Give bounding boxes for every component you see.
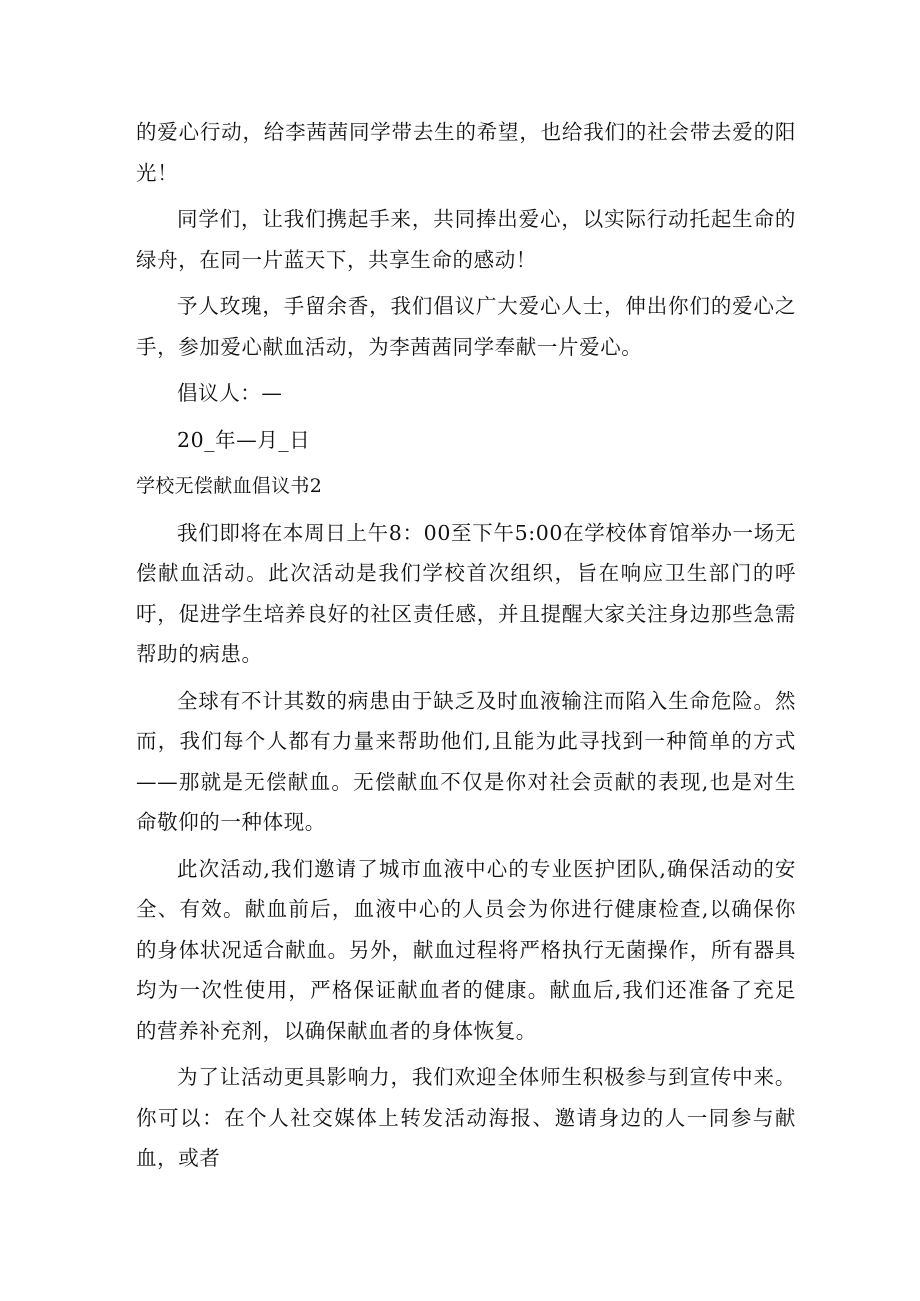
paragraph-promotion: 为了让活动更具影响力，我们欢迎全体师生积极参与到宣传中来。你可以：在个人社交媒体上转发活动海报、邀请身边的人一同参与献血，或者 bbox=[136, 1065, 796, 1170]
paragraph-continuation: 的爱心行动，给李茜茜同学带去生的希望，也给我们的社会带去爱的阳光！ bbox=[136, 120, 796, 185]
date-line: 20_年—月_日 bbox=[177, 427, 311, 452]
paragraph-safety-measures: 此次活动,我们邀请了城市血液中心的专业医护团队,确保活动的安全、有效。献血前后，血液中心的人员会为你进行健康检查,以确保你的身体状况适合献血。另外，献血过程将严格执行无菌操作，所有器具均为一次性使用，严格保证献血者的健康。献血后,我们还准备了充足的营养补充剂，以确保献血者的身体恢复。 bbox=[136, 856, 796, 1043]
paragraph-global-need: 全球有不计其数的病患由于缺乏及时血液输注而陷入生命危险。然而，我们每个人都有力量来帮助他们,且能为此寻找到一种简单的方式——那就是无偿献血。无偿献血不仅是你对社会贡献的表现,也是对生命敬仰的一种体现。 bbox=[136, 688, 796, 834]
section-title: 学校无偿献血倡议书2 bbox=[136, 475, 323, 497]
signature-line: 倡议人：— bbox=[177, 381, 283, 405]
document-page bbox=[136, 112, 796, 1179]
paragraph-call-to-action: 同学们，让我们携起手来，共同捧出爱心，以实际行动托起生命的绿舟，在同一片蓝天下，共享生命的感动！ bbox=[136, 207, 796, 272]
paragraph-appeal: 予人玫瑰，手留余香，我们倡议广大爱心人士，伸出你们的爱心之手，参加爱心献血活动，为李茜茜同学奉献一片爱心。 bbox=[136, 294, 796, 359]
paragraph-event-announcement: 我们即将在本周日上午8：00至下午5:00在学校体育馆举办一场无偿献血活动。此次活动是我们学校首次组织，旨在响应卫生部门的呼吁，促进学生培养良好的社区责任感，并且提醒大家关注身边那些急需帮助的病患。 bbox=[136, 520, 796, 666]
